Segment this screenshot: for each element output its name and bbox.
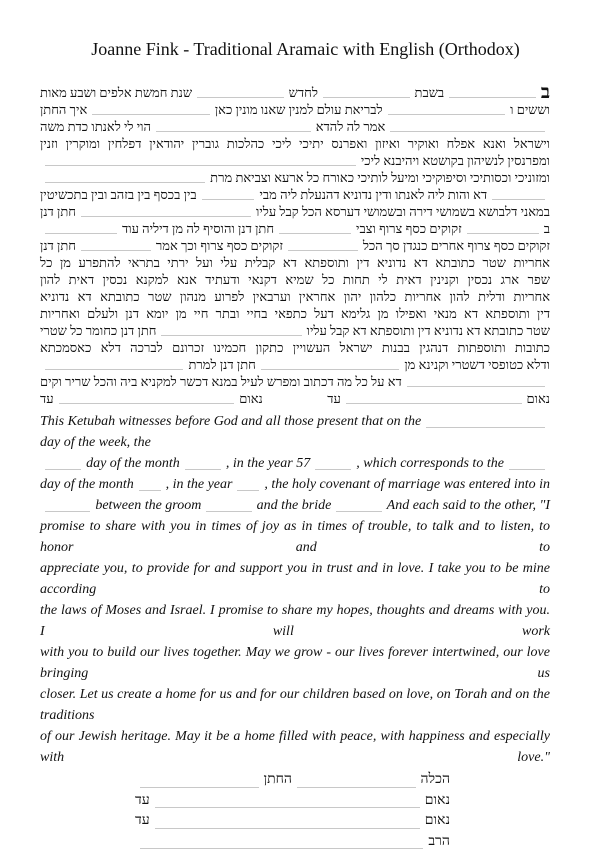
fill-in-blank[interactable] xyxy=(155,816,420,829)
text-segment: הוי לי לאנתו כדת משה xyxy=(40,118,151,135)
fill-in-blank[interactable] xyxy=(237,475,259,491)
signature-block xyxy=(135,770,450,852)
hebrew-line: שפר ארג נכסין וקנינין דאית לי תחות כל שמיא דקנאי ודעתיד אנא למקנא נכסין דאית להון xyxy=(40,271,550,288)
fill-in-blank[interactable] xyxy=(315,454,351,470)
hebrew-line xyxy=(40,84,550,101)
text-segment: זקוקים כסף צרוף וכך אמר xyxy=(156,237,283,254)
fill-in-blank[interactable] xyxy=(449,85,536,98)
hebrew-line: דין ותוספתא דא מנאי ואפילו מן גלימא דעל כתפאי בחיי ובתר חיי מן יומא דנן ולעלם ואחריות xyxy=(40,305,550,322)
text-segment: ב xyxy=(541,84,550,101)
text-segment: , in the year xyxy=(166,474,233,495)
text-segment: עד xyxy=(135,791,150,812)
text-segment: נאום xyxy=(527,390,550,407)
text-segment: החתן xyxy=(264,770,292,791)
text-segment: לחדש xyxy=(289,84,318,101)
signature-line xyxy=(135,832,450,852)
hebrew-line: אחריות שטר כתובתא דא נדוניא דין ותוספתא דא קבלית עלי ועל ירתי בתראי להתפרע מן כל xyxy=(40,254,550,271)
fill-in-blank[interactable] xyxy=(206,496,251,512)
text-segment: בין בכסף בין בזהב ובין בתכשיטין xyxy=(40,186,197,203)
hebrew-line xyxy=(40,152,550,169)
fill-in-blank[interactable] xyxy=(346,391,522,404)
text-segment: , which corresponds to the xyxy=(356,453,504,474)
text-segment: נאום xyxy=(239,390,262,407)
text-segment: זקוקים כסף צרוף אחרים כנגדן סך הכל xyxy=(363,237,550,254)
fill-in-blank[interactable] xyxy=(45,357,183,370)
text-segment: נאום xyxy=(425,791,450,812)
text-segment: ומזוניכי וכסותיכי וסיפוקיכי ומיעל לותיכי כאורח כל ארעא וצביאת מרת xyxy=(210,169,550,186)
fill-in-blank[interactable] xyxy=(202,187,255,200)
fill-in-blank[interactable] xyxy=(140,836,423,849)
fill-in-blank[interactable] xyxy=(279,221,351,234)
text-segment: חתן דנן xyxy=(40,237,76,254)
fill-in-blank[interactable] xyxy=(81,204,251,217)
text-segment: נאום xyxy=(425,811,450,832)
text-segment: day of the month xyxy=(40,474,134,495)
fill-in-blank[interactable] xyxy=(388,102,506,115)
text-segment: day of the month xyxy=(86,453,180,474)
hebrew-line xyxy=(40,390,550,407)
text-segment: במאני דלבושא בשמושי דירה ובשמושי דערסא הכל קבל עליו xyxy=(256,203,550,220)
fill-in-blank[interactable] xyxy=(156,119,311,132)
fill-in-blank[interactable] xyxy=(336,496,381,512)
english-line: closer. Let us create a home for us and for our children based on love, on Torah and on the traditions xyxy=(40,684,550,726)
text-segment: and the bride xyxy=(257,495,332,516)
text-segment: לבריאת עולם למנין שאנו מונין כאן xyxy=(215,101,383,118)
hebrew-line xyxy=(40,322,550,339)
english-text-block xyxy=(40,411,550,768)
text-segment: ב xyxy=(544,220,550,237)
fill-in-blank[interactable] xyxy=(92,102,210,115)
text-segment: , in the year 57 xyxy=(226,453,310,474)
signature-line xyxy=(135,811,450,832)
hebrew-line: וישראל ואנא אפלח ואוקיר ואיזון ואפרנס יתיכי ליכי כהלכות גוברין יהודאין דפלחין ומוקרין וזנין xyxy=(40,135,550,152)
fill-in-blank[interactable] xyxy=(81,238,151,251)
text-segment: ומפרנסין לנשיהון בקושטא ויהיבנא ליכי xyxy=(361,152,550,169)
fill-in-blank[interactable] xyxy=(59,391,235,404)
english-line xyxy=(40,495,550,516)
hebrew-line: אחריות ודלית להון אחריות כלהון יהון אחראין וערבאין לפרוע מנהון שטר כתובתא דא נדוניא xyxy=(40,288,550,305)
english-line: with you to build our lives together. May we grow - our lives forever intertwined, our love bringing us xyxy=(40,642,550,684)
hebrew-line xyxy=(40,118,550,135)
fill-in-blank[interactable] xyxy=(45,454,81,470)
fill-in-blank[interactable] xyxy=(45,153,356,166)
fill-in-blank[interactable] xyxy=(139,475,161,491)
hebrew-line xyxy=(40,203,550,220)
fill-in-blank[interactable] xyxy=(45,496,90,512)
fill-in-blank[interactable] xyxy=(155,795,420,808)
fill-in-blank[interactable] xyxy=(323,85,410,98)
text-segment: דא על כל מה דכתוב ומפרש לעיל במנא דכשר למקניא ביה והכל שריר וקים xyxy=(40,373,402,390)
fill-in-blank[interactable] xyxy=(492,187,545,200)
text-segment: שטר כתובתא דא נדוניא דין ותוספתא דא קבל עליו xyxy=(307,322,550,339)
text-segment: איך החתן xyxy=(40,101,87,118)
fill-in-blank[interactable] xyxy=(45,170,205,183)
fill-in-blank[interactable] xyxy=(161,323,301,336)
text-segment: שנת חמשת אלפים ושבע מאות xyxy=(40,84,192,101)
hebrew-line xyxy=(40,373,550,390)
text-segment: הכלה xyxy=(421,770,451,791)
signature-line xyxy=(135,770,450,791)
hebrew-line xyxy=(40,356,550,373)
text-segment: חתן דנן xyxy=(40,203,76,220)
text-segment: And each said to the other, "I xyxy=(387,495,550,516)
fill-in-blank[interactable] xyxy=(288,238,358,251)
text-segment: דא והות ליה לאנתו ודין נדוניא דהנעלת ליה מבי xyxy=(259,186,487,203)
text-segment: This Ketubah witnesses before God and all those present that on the xyxy=(40,411,421,432)
hebrew-line xyxy=(40,101,550,118)
hebrew-line xyxy=(40,169,550,186)
signature-line xyxy=(135,791,450,812)
fill-in-blank[interactable] xyxy=(407,374,545,387)
english-line: appreciate you, to provide for and support you in trust and in love. I take you to be mine according to xyxy=(40,558,550,600)
text-segment: אמר לה להדא xyxy=(316,118,386,135)
text-segment: day of the week, the xyxy=(40,432,151,453)
fill-in-blank[interactable] xyxy=(297,775,416,788)
text-segment: עד xyxy=(327,390,341,407)
fill-in-blank[interactable] xyxy=(197,85,284,98)
hebrew-line: כתובות ותוספתות דנהגין בבנות ישראל העשויין כתקון חכמינו זכרונם לברכה דלא כאסמכתא xyxy=(40,339,550,356)
text-segment: חתן דנן והוסיף לה מן דיליה עוד xyxy=(122,220,274,237)
text-segment: ודלא כטופסי דשטרי וקנינא מן xyxy=(404,356,550,373)
text-segment: , the holy covenant of marriage was entered into in xyxy=(264,474,550,495)
english-line: of our Jewish heritage. May it be a home filled with peace, with happiness and especially with love." xyxy=(40,726,550,768)
fill-in-blank[interactable] xyxy=(45,221,117,234)
english-line xyxy=(40,411,550,453)
text-segment: הרב xyxy=(428,832,450,852)
fill-in-blank[interactable] xyxy=(390,119,545,132)
aramaic-text-block xyxy=(40,84,550,407)
english-line xyxy=(40,474,550,495)
text-segment: וששים ו xyxy=(510,101,550,118)
hebrew-line xyxy=(40,220,550,237)
page-title: Joanne Fink - Traditional Aramaic with English (Orthodox) xyxy=(0,0,611,62)
fill-in-blank[interactable] xyxy=(426,412,545,428)
hebrew-line xyxy=(40,186,550,203)
text-segment: בשבת xyxy=(415,84,445,101)
text-segment: חתן דנן כחומר כל שטרי xyxy=(40,322,156,339)
fill-in-blank[interactable] xyxy=(467,221,539,234)
fill-in-blank[interactable] xyxy=(261,357,399,370)
text-segment: עד xyxy=(135,811,150,832)
english-line: promise to share with you in times of joy as in times of trouble, to talk and to listen, to honor and to xyxy=(40,516,550,558)
english-line: the laws of Moses and Israel. I promise to share my hopes, thoughts and dreams with you. I will work xyxy=(40,600,550,642)
text-segment: עד xyxy=(40,390,54,407)
hebrew-line xyxy=(40,237,550,254)
fill-in-blank[interactable] xyxy=(509,454,545,470)
text-segment: זקוקים כסף צרוף וצבי xyxy=(356,220,462,237)
fill-in-blank[interactable] xyxy=(140,775,259,788)
text-segment: between the groom xyxy=(95,495,201,516)
fill-in-blank[interactable] xyxy=(185,454,221,470)
english-line xyxy=(40,453,550,474)
text-segment: חתן דנן למרת xyxy=(188,356,255,373)
